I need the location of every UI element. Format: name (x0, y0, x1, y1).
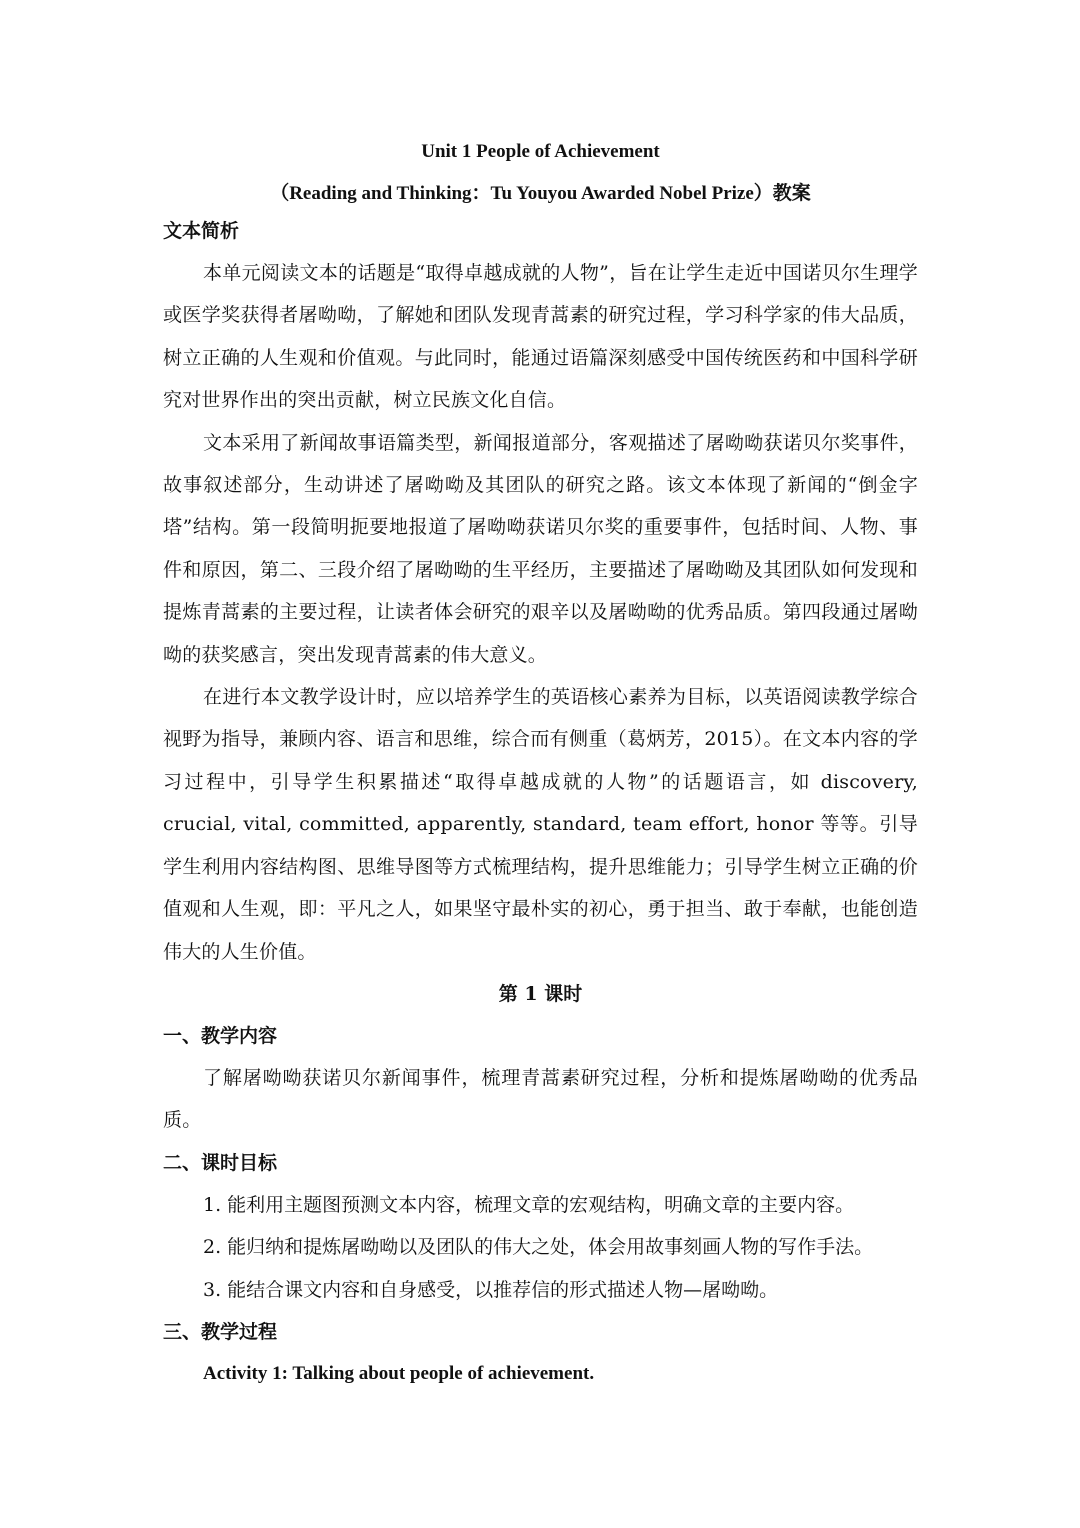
paragraph-genre: 文本采用了新闻故事语篇类型，新闻报道部分，客观描述了屠呦呦获诺贝尔奖事件，故事叙述部分，生动讲述了屠呦呦及其团队的研究之路。该文本体现了新闻的“倒金字塔”结构。第一段简明扼要地报道了屠呦呦获诺贝尔奖的重要事件，包括时间、人物、事件和原因，第二、三段介绍了屠呦呦的生平经历，主要描述了屠呦呦及其团队如何发现和提炼青蒿素的主要过程，让读者体会研究的艰辛以及屠呦呦的优秀品质。第四段通过屠呦呦的获奖感言，突出发现青蒿素的伟大意义。 (163, 431, 918, 666)
paragraph-design: 在进行本文教学设计时，应以培养学生的英语核心素养为目标，以英语阅读教学综合视野为指导，兼顾内容、语言和思维，综合而有侧重（葛炳芳，2015）。在文本内容的学习过程中，引导学生积累描述“取得卓越成就的人物”的话题语言，如 discovery, crucial, vital, committed, apparently, standard, team effort, honor 等等。引导学生利用内容结构图、思维导图等方式梳理结构，提升思维能力；引导学生树立正确的价值观和人生观，即：平凡之人，如果坚守最朴实的初心，勇于担当、敢于奉献，也能创造伟大的人生价值。 (163, 686, 918, 963)
paragraph-topic: 本单元阅读文本的话题是“取得卓越成就的人物”，旨在让学生走近中国诺贝尔生理学或医学奖获得者屠呦呦，了解她和团队发现青蒿素的研究过程，学习科学家的伟大品质，树立正确的人生观和价值观。与此同时，能通过语篇深刻感受中国传统医药和中国科学研究对世界作出的突出贡献，树立民族文化自信。 (163, 262, 918, 412)
section-heading-content: 一、教学内容 (163, 1024, 278, 1047)
section-heading-process: 三、教学过程 (163, 1320, 278, 1343)
goal-item-3: 3. 能结合课文内容和自身感受，以推荐信的形式描述人物—屠呦呦。 (203, 1278, 779, 1301)
lesson-title: 第 1 课时 (498, 982, 583, 1005)
document-page (163, 138, 918, 1395)
section-heading-goals: 二、课时目标 (163, 1151, 278, 1174)
goal-item-1: 1. 能利用主题图预测文本内容，梳理文章的宏观结构，明确文章的主要内容。 (203, 1193, 855, 1216)
paragraph-content: 了解屠呦呦获诺贝尔新闻事件，梳理青蒿素研究过程，分析和提炼屠呦呦的优秀品质。 (163, 1066, 918, 1132)
section-heading-text-analysis: 文本简析 (163, 220, 240, 242)
goal-item-2: 2. 能归纳和提炼屠呦呦以及团队的伟大之处，体会用故事刻画人物的写作手法。 (203, 1236, 874, 1259)
document-title: Unit 1 People of Achievement (421, 141, 660, 162)
activity-1-title: Activity 1: Talking about people of achievement. (203, 1362, 595, 1384)
document-subtitle: （Reading and Thinking：Tu Youyou Awarded Nobel Prize）教案 (270, 183, 811, 204)
